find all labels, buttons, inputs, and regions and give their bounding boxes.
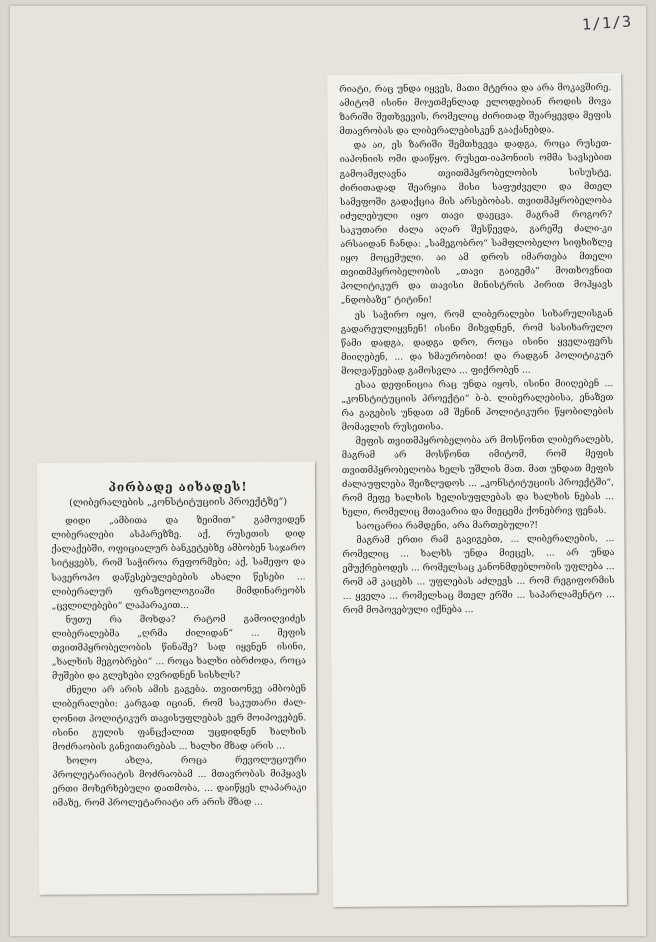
article-paragraph: რიატი, რაც უნდა იყვეს, მათი მტერია და არა მოკავშირე. ამიტომ ისინი მოუთმენლად ელოდებიან როდის მოვა ზარიში შეთხვევის, რომელიც ძირითად შეარყევდა მეფის მთავრობას და ლიბერალებისკენ გააქანებდა.: [339, 83, 612, 138]
article-paragraph: საოცარია რამდენი, არა მართებული?!: [356, 520, 539, 532]
article-paragraph: და აი, ეს ზარიში შემთხვევა დადგა, როცა რუსეთ-იაპონიის ომი დაიწყო. რუსეთ-იაპონიის ომმა სავსებით გამოამჟღავნა თვითმპყრობელობის სისუსტე, ძირითადად შეარყია მისი საფუძველი და მთელ სამეფოში გადაქცია მის არსებობას. თვითმპყრობელობა იძულებული იყო თავი დაეცვა. მაგრამ როგორ? საკუთარი ძალა აღარ შესწევდა, გარეშე ძალი-კი არსაიდან ჩანდა: „სამეგობრო“ სამფლობელო სიფხიზლე იყო მოცემული. აი ამ დროს იმართება მთელი თვითმპყრობელობის „თავი გაიგემა“ მოთხოვნით პოლიტიკურ და თავისი მინისტრის პირით მოჰყავს „ნდობაზე“ ტიტინი!: [339, 139, 613, 307]
article-subtitle: (ლიბერალების „კონსტიტუციის პროექტზე“): [69, 496, 288, 509]
archive-number: 1/1/3: [581, 12, 633, 34]
article-paragraph: ესაა დეფინიცია რაც უნდა იყოს, ისინი მიიღებენ ... „კონსტიტუციის პროექტი“ ბ-ბ. ლიბერალებისა, ენაზეთ რა გაგების უნდათ ამ შენინ პოლიტიკური წყობილების მომავლის რუსეთისა.: [341, 379, 614, 434]
article-title: პირბადე აიხადეს!: [108, 479, 248, 495]
archive-sheet: [10, 6, 646, 936]
article-paragraph: ეს საჭირო იყო, რომ ლიბერალები სიხარულისგან გადარეულიყვნენ! ისინი მიხვდნენ, რომ სასიხარულო წამი დადგა, დადგა დრო, როცა ისინი ყველაფერს მიიღებენ, ... და ხმაურობით! და რადგან პოლიტიკურ მოღვაწეებად გამოსვლა ... ფიქრობენ ...: [340, 308, 614, 377]
article-paragraph: მეფის თვითმპყრობელობა არ მოსწონთ ლიბერალებს, მაგრამ არ მოსწონთ იმიტომ, რომ მეფის თვითმპყრობელობა ხელს უშლის მათ. მათ უნდათ მეფის ძალაუფლება შეიზღუდოს ... „კონსტიტუციის პროექტში“, რომ მეფე ხალხის ხელისუფლებას და ხალხის ნებას ... ხელი, რომელიც მთავარია და მიეცემა ქონებრივ ფენას.: [341, 435, 615, 518]
article-paragraph: ნუთუ რა მოხდა? რატომ გამოიღვიძეს ლიბერალებმა „ღრმა ძილიდან“ ... მეფის თვითმპყრობელობის წინაშე? სად იყვნენ ისინი, „ხალხის მეგობრები“ ... როცა ხალხი იბრძოდა, როცა მუშები და გლეხები ღვრიდნენ სისხლს?: [51, 614, 306, 682]
article-paragraph: ხოლო ახლა, როცა რევოლუციური პროლეტარიატის მოძრაობამ ... მთავრობას მიჰყავს ერთი მოხერხებული დათმობა, ... დაიწყეს ლაპარაკი იმაზე, რომ პროლეტარიატი არ არის მზად ...: [52, 755, 307, 809]
article-paragraph: ძნელი არ არის ამის გაგება. თვითონვე ამბობენ ლიბერალები: კარგად იციან, რომ საკუთარი ძალ-ღონით პოლიტიკურ თავისუფლებას ვერ მოიპოვებენ. ისინი გულის ფანცქალით უცდიდნენ ხალხის მოძრაობის განვითარებას ... ხალხი მზად არის ...: [52, 684, 307, 753]
newspaper-clipping-left: [37, 461, 317, 894]
article-paragraph: მაგრამ ერთი რამ გავიგებთ, ... ლიბერალების, ... რომელიც ... ხალხს უნდა მიეცეს, ... არ უნდა ემუქრებოდეს ... რომელსაც კანონმდებლობის უფლება ... რომ ამ კაცებს ... უფლებას აძლევს ... რომ რეგიფორმის ... ყველა ... რომელსაც მთელ ერში ... საპარლამენტო ... რომ მოპოვებული იქნება ...: [342, 534, 615, 617]
newspaper-clipping-right: [327, 73, 627, 907]
article-paragraph: დიდი „ამბითა და ზეიმით“ გამოვიდენ ლიბერალები ასპარეზზე. აქ, რუსეთის დიდ ქალაქებში, ოფიციალურ ბანკეტებზე ამბობენ საჯარო სიტყვებს, რომ საჭიროა რეფორმები; აქ, სამეფო და სავეროპო დაწესებულებების ახალი წესები ... ლიბერალურ ფრაზეოლოგიაში მიმდინარეობს „ცვლილებები“ ლაპარაკით...: [51, 515, 306, 612]
